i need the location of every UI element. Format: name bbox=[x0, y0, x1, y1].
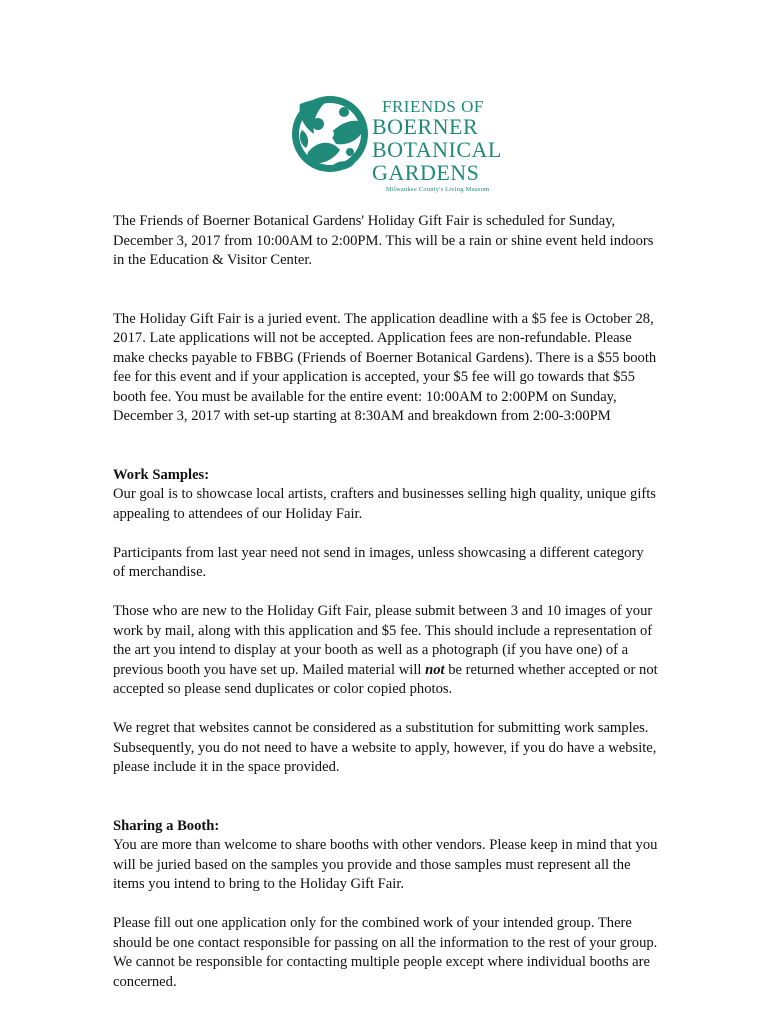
work-samples-text-before: Those who are new to the Holiday Gift Fair, please submit between 3 and 10 images of your work by mail, along with this application and $5 fee. This should include a representation of the art you intend to display at your booth as well as a photograph (if you have one) of a previous booth you have set up. Mailed material will bbox=[113, 603, 653, 678]
logo-tagline: Milwaukee County's Living Museum bbox=[386, 186, 490, 193]
work-samples-emphasis: not bbox=[425, 661, 445, 678]
logo-line-friends: FRIENDS OF bbox=[382, 97, 484, 116]
work-samples-text-after: be returned whether accepted or not accepted so please send duplicates or color copied photos. bbox=[113, 661, 658, 697]
work-samples-goal: Our goal is to showcase local artists, crafters and businesses selling high quality, unique gifts appealing to attendees of our Holiday Fair. bbox=[113, 486, 656, 522]
work-samples-new-participants bbox=[113, 602, 658, 700]
logo-line-boerner: BOERNER bbox=[372, 114, 479, 139]
document-body bbox=[113, 212, 658, 992]
work-samples-heading: Work Samples: bbox=[113, 466, 210, 483]
sharing-booth-paragraph-1: You are more than welcome to share booths with other vendors. Please keep in mind that you will be juried based on the samples you provide and those samples must represent all the items you intend to bring to the Holiday Gift Fair. bbox=[113, 837, 658, 892]
juried-paragraph: The Holiday Gift Fair is a juried event. The application deadline with a $5 fee is October 28, 2017. Late applications will not be accepted. Application fees are non-refundable. Please make checks payable to FBBG (Friends of Boerner Botanical Gardens). There is a $55 booth fee for this event and if your application is accepted, your $5 fee will go towards that $55 booth fee. You must be available for the entire event: 10:00AM to 2:00PM on Sunday, December 3, 2017 with set-up starting at 8:30AM and breakdown from 2:00-3:00PM bbox=[113, 310, 657, 424]
logo-wordmark bbox=[372, 98, 502, 194]
work-samples-returning: Participants from last year need not send in images, unless showcasing a different category of merchandise. bbox=[113, 544, 644, 580]
sharing-booth-paragraph-2: Please fill out one application only for the combined work of your intended group. There should be one contact responsible for passing on all the information to the rest of your group. We cannot be responsible for contacting multiple people except where individual booths are concerned. bbox=[113, 915, 658, 990]
logo-line-gardens: GARDENS bbox=[372, 160, 480, 185]
sharing-booth-heading: Sharing a Booth: bbox=[113, 817, 220, 834]
work-samples-websites: We regret that websites cannot be considered as a substitution for submitting work samples. Subsequently, you do not need to have a website to apply, however, if you do have a website, please include it in the space provided. bbox=[113, 720, 657, 775]
logo-line-botanical: BOTANICAL bbox=[372, 137, 502, 162]
intro-paragraph: The Friends of Boerner Botanical Gardens' Holiday Gift Fair is scheduled for Sunday, December 3, 2017 from 10:00AM to 2:00PM. This will be a rain or shine event held indoors in the Education & Visitor Center. bbox=[113, 213, 654, 268]
